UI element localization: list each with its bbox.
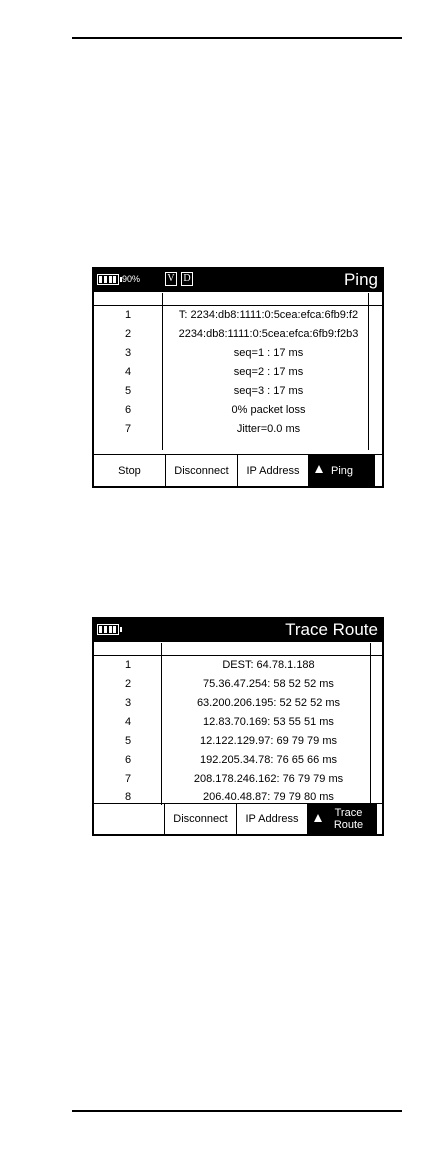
row-number: 5	[124, 735, 132, 747]
row-value: Jitter=0.0 ms	[236, 423, 301, 435]
row-value: 12.83.70.169: 53 55 51 ms	[203, 716, 334, 728]
list-item	[94, 675, 382, 694]
row-number: 1	[124, 659, 132, 671]
list-item	[94, 306, 382, 325]
top-rule	[72, 37, 402, 39]
v-indicator-icon: V	[165, 272, 177, 286]
list-item	[94, 694, 382, 713]
stop-button-label: Stop	[118, 464, 141, 477]
list-item	[94, 770, 382, 789]
list-item	[94, 713, 382, 732]
row-value: 2234:db8:1111:0:5cea:efca:6fb9:f2b3	[178, 328, 359, 340]
ip-address-button[interactable]	[236, 804, 307, 834]
row-value: seq=3 : 17 ms	[233, 385, 304, 397]
row-value: 192.205.34.78: 76 65 66 ms	[200, 754, 337, 766]
list-item	[94, 732, 382, 751]
row-value: 63.200.206.195: 52 52 52 ms	[196, 697, 341, 709]
list-item	[94, 401, 382, 420]
row-value: 75.36.47.254: 58 52 52 ms	[203, 678, 334, 690]
row-value: T: 2234:db8:1111:0:5cea:efca:6fb9:f2	[178, 309, 359, 321]
row-value: 208.178.246.162: 76 79 79 ms	[193, 773, 344, 785]
row-number: 6	[124, 404, 132, 416]
ip-address-button-label: IP Address	[245, 813, 299, 825]
empty-softkey[interactable]	[94, 804, 164, 834]
list-item	[94, 363, 382, 382]
row-value: DEST: 64.78.1.188	[222, 659, 315, 671]
trace-title-bar	[94, 619, 382, 642]
list-item	[94, 751, 382, 770]
page-title: Ping	[343, 270, 378, 289]
row-value: 0% packet loss	[231, 404, 306, 416]
list-item	[94, 656, 382, 675]
row-value: 206.40.48.87: 79 79 80 ms	[203, 791, 334, 803]
row-number: 3	[124, 347, 132, 359]
row-number: 4	[124, 716, 132, 728]
ip-address-button-label: IP Address	[246, 464, 300, 477]
d-indicator-icon: D	[181, 272, 193, 286]
row-value: seq=1 : 17 ms	[233, 347, 304, 359]
triangle-up-icon	[314, 814, 322, 822]
row-number: 7	[124, 773, 132, 785]
column-header	[94, 643, 382, 656]
row-number: 8	[124, 791, 132, 803]
battery-percent: 90%	[122, 274, 141, 284]
row-value: seq=2 : 17 ms	[233, 366, 304, 378]
list-item	[94, 420, 382, 439]
disconnect-button[interactable]	[164, 804, 236, 834]
column-header	[94, 293, 382, 306]
softkey-bar	[94, 454, 382, 486]
ping-title-bar	[94, 269, 382, 292]
disconnect-button-label: Disconnect	[173, 813, 228, 825]
softkey-bar	[94, 803, 382, 834]
row-number: 7	[124, 423, 132, 435]
row-number: 6	[124, 754, 132, 766]
trace-route-screen	[92, 617, 384, 836]
stop-button[interactable]	[94, 455, 165, 486]
row-number: 5	[124, 385, 132, 397]
ping-button[interactable]	[308, 455, 375, 486]
row-number: 3	[124, 697, 132, 709]
ping-screen	[92, 267, 384, 488]
triangle-up-icon	[315, 465, 323, 473]
row-number: 2	[124, 678, 132, 690]
row-value: 12.122.129.97: 69 79 79 ms	[200, 735, 337, 747]
list-item	[94, 344, 382, 363]
row-number: 2	[124, 328, 132, 340]
trace-route-button[interactable]	[307, 804, 377, 834]
battery-icon	[97, 624, 119, 635]
page-title: Trace Route	[285, 620, 378, 639]
bottom-rule	[72, 1110, 402, 1112]
row-number: 1	[124, 309, 132, 321]
ping-button-label: Ping	[330, 464, 354, 477]
trace-route-label-line-2: Route	[333, 819, 364, 831]
disconnect-button[interactable]	[165, 455, 237, 486]
trace-route-label-line-1: Trace	[334, 807, 363, 819]
trace-route-button-label	[322, 807, 363, 831]
list-item	[94, 382, 382, 401]
ip-address-button[interactable]	[237, 455, 308, 486]
list-item	[94, 325, 382, 344]
row-number: 4	[124, 366, 132, 378]
battery-icon	[97, 274, 119, 285]
disconnect-button-label: Disconnect	[174, 464, 229, 477]
